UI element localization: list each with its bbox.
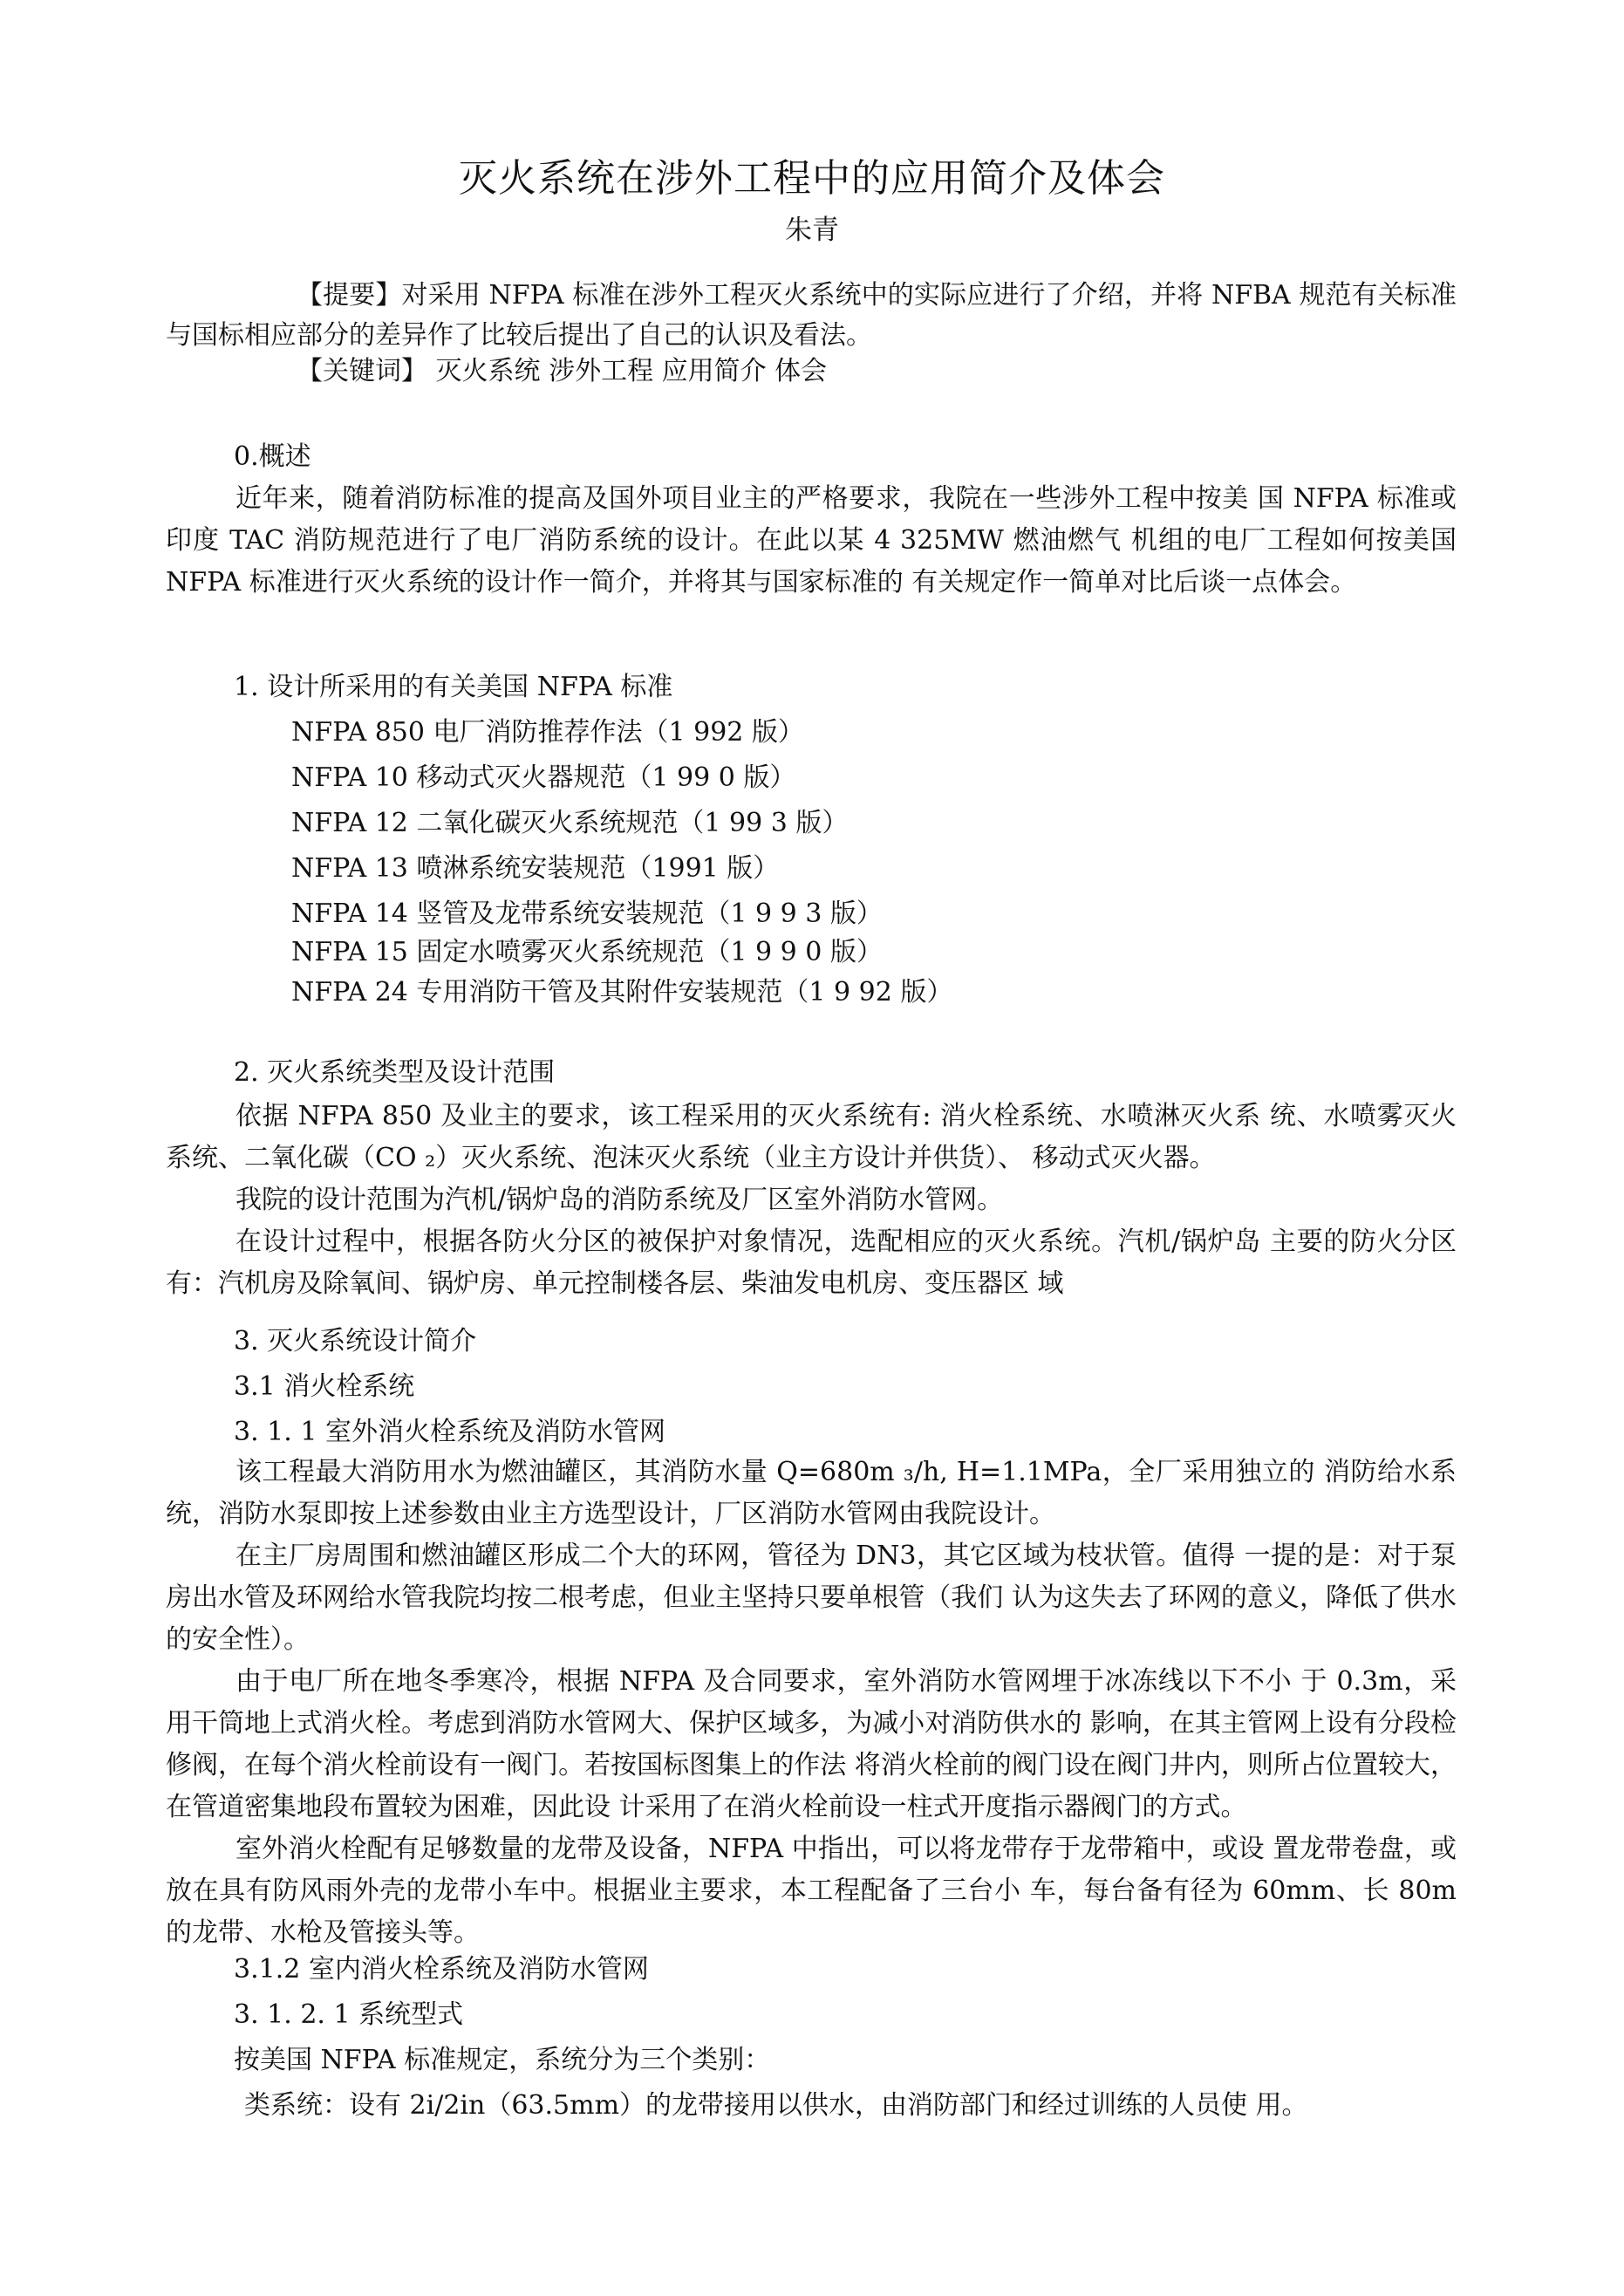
section-3-paragraph-1: 该工程最大消防用水为燃油罐区，其消防水量 Q=680m ₃/h, H=1.1MPa，全厂采用独立的 消防给水系统，消防水泵即按上述参数由业主方选型设计，厂区消防水管网由我院设计。 bbox=[166, 1457, 1457, 1529]
standard-list-item: NFPA 24 专用消防干管及其附件安装规范（1 9 92 版） bbox=[291, 977, 953, 1008]
standard-list-item: NFPA 10 移动式灭火器规范（1 99 0 版） bbox=[291, 762, 796, 793]
standard-list-item: NFPA 850 电厂消防推荐作法（1 992 版） bbox=[291, 717, 804, 748]
abstract-paragraph: 【提要】对采用 NFPA 标准在涉外工程灭火系统中的实际应进行了介绍，并将 NFBA 规范有关标准与国标相应部分的差异作了比较后提出了自己的认识及看法。 bbox=[166, 280, 1457, 351]
subsection-3-1-heading: 3.1 消火栓系统 bbox=[234, 1371, 415, 1402]
author-name: 朱青 bbox=[785, 215, 839, 246]
section-3-paragraph-4: 室外消火栓配有足够数量的龙带及设备，NFPA 中指出，可以将龙带存于龙带箱中，或设 置龙带卷盘，或放在具有防风雨外壳的龙带小车中。根据业主要求，本工程配备了三台小 车，每台备有径为 60mm、长 80m 的龙带、水枪及管接头等。 bbox=[166, 1834, 1457, 1948]
standard-list-item: NFPA 12 二氧化碳灭火系统规范（1 99 3 版） bbox=[291, 808, 849, 838]
section-2-paragraph-1: 依据 NFPA 850 及业主的要求，该工程采用的灭火系统有: 消火栓系统、水喷淋灭火系 统、水喷雾灭火系统、二氧化碳（CO ₂）灭火系统、泡沫灭火系统（业主方设计并供货）、 移动式灭火器。 bbox=[166, 1101, 1457, 1173]
standard-list-item: NFPA 13 喷淋系统安装规范（1991 版） bbox=[291, 853, 780, 884]
subsection-3-1-2-1-heading: 3. 1. 2. 1 系统型式 bbox=[234, 1999, 464, 2030]
section-3-heading: 3. 灭火系统设计简介 bbox=[234, 1326, 477, 1356]
section-0-heading: 0.概述 bbox=[234, 441, 311, 472]
subsection-3-1-2-heading: 3.1.2 室内消火栓系统及消防水管网 bbox=[234, 1954, 649, 1985]
subsection-3-1-1-heading: 3. 1. 1 室外消火栓系统及消防水管网 bbox=[234, 1417, 665, 1447]
section-2-paragraph-3: 在设计过程中，根据各防火分区的被保护对象情况，选配相应的灭火系统。汽机/锅炉岛 主要的防火分区有：汽机房及除氧间、锅炉房、单元控制楼各层、柴油发电机房、变压器区 域 bbox=[166, 1227, 1457, 1299]
section-3-paragraph-6: 类系统：设有 2i/2in（63.5mm）的龙带接用以供水，由消防部门和经过训练的人员使 用。 bbox=[244, 2090, 1308, 2121]
section-0-paragraph: 近年来，随着消防标准的提高及国外项目业主的严格要求，我院在一些涉外工程中按美 国 NFPA 标准或印度 TAC 消防规范进行了电厂消防系统的设计。在此以某 4 325MW 燃油燃气 机组的电厂工程如何按美国 NFPA 标准进行灭火系统的设计作一简介，并将其与国家标准的 有关规定作一简单对比后谈一点体会。 bbox=[166, 483, 1457, 598]
section-2-paragraph-2: 我院的设计范围为汽机/锅炉岛的消防系统及厂区室外消防水管网。 bbox=[235, 1185, 1004, 1215]
standard-list-item: NFPA 14 竖管及龙带系统安装规范（1 9 9 3 版） bbox=[291, 899, 883, 929]
section-3-paragraph-5: 按美国 NFPA 标准规定，系统分为三个类别： bbox=[234, 2045, 771, 2075]
keywords-line: 【关键词】 灭火系统 涉外工程 应用简介 体会 bbox=[297, 356, 828, 386]
section-3-paragraph-2: 在主厂房周围和燃油罐区形成二个大的环网，管径为 DN3，其它区域为枝状管。值得 一提的是：对于泵房出水管及环网给水管我院均按二根考虑，但业主坚持只要单根管（我们 认为这失去了环网的意义，降低了供水的安全性）。 bbox=[166, 1541, 1457, 1655]
section-1-heading: 1. 设计所采用的有关美国 NFPA 标准 bbox=[234, 672, 673, 702]
document-title: 灭火系统在涉外工程中的应用简介及体会 bbox=[459, 156, 1165, 201]
section-2-heading: 2. 灭火系统类型及设计范围 bbox=[234, 1057, 556, 1088]
section-3-paragraph-3: 由于电厂所在地冬季寒冷，根据 NFPA 及合同要求，室外消防水管网埋于冰冻线以下不小 于 0.3m，采用干筒地上式消火栓。考虑到消防水管网大、保护区域多，为减小对消防供水的 影响，在其主管网上设有分段检修阀，在每个消火栓前设有一阀门。若按国标图集上的作法 将消火栓前的阀门设在阀门井内，则所占位置较大，在管道密集地段布置较为困难，因此设 计采用了在消火栓前设一柱式开度指示器阀门的方式。 bbox=[166, 1666, 1457, 1822]
standard-list-item: NFPA 15 固定水喷雾灭火系统规范（1 9 9 0 版） bbox=[291, 937, 883, 967]
